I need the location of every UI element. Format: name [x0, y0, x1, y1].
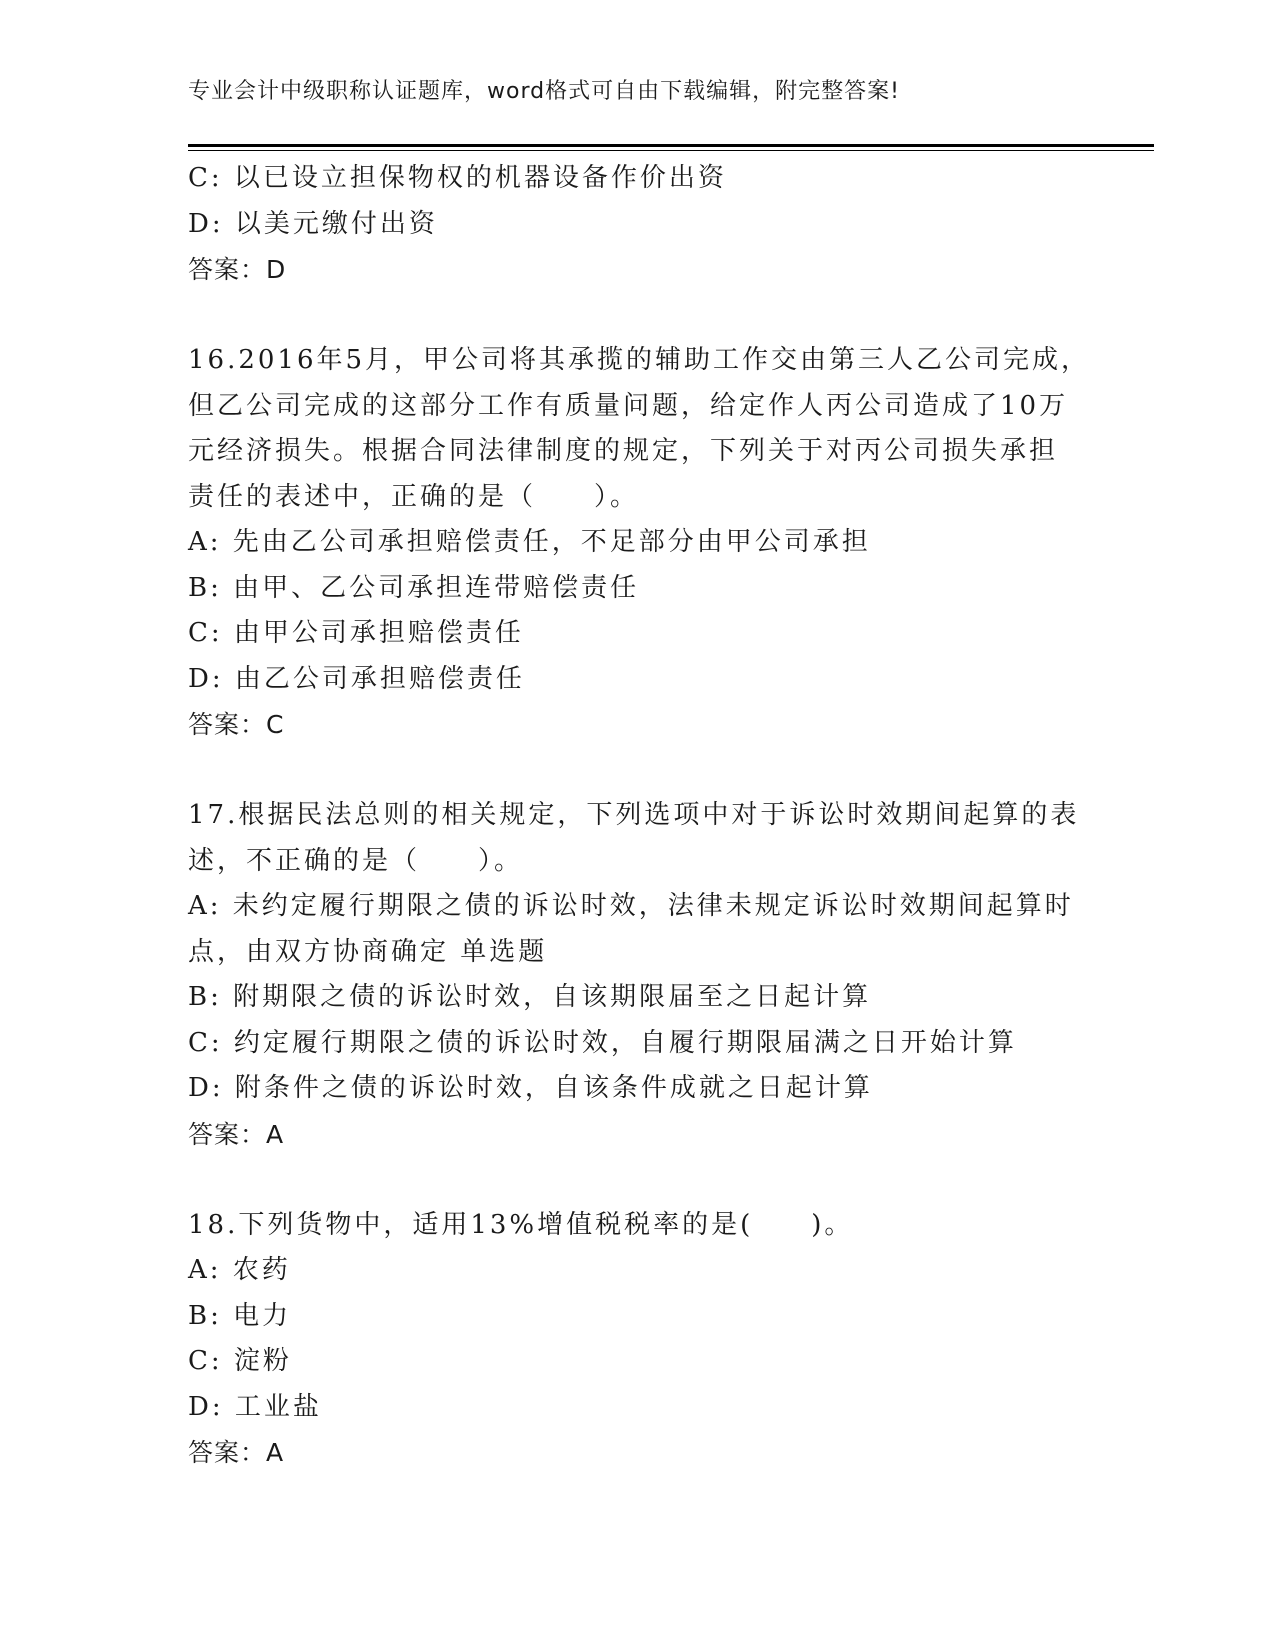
option-line: 点，由双方协商确定 单选题 [188, 936, 548, 967]
header-rule-thin [188, 150, 1154, 151]
option-line: A: 农药 [188, 1255, 291, 1285]
option-line: A: 先由乙公司承担赔偿责任，不足部分由甲公司承担 [188, 527, 871, 557]
answer-line: 答案：D [188, 255, 287, 284]
option-line: C: 淀粉 [188, 1346, 292, 1376]
question-stem-line: 18.下列货物中，适用13%增值税税率的是( )。 [188, 1209, 854, 1240]
option-line: D: 由乙公司承担赔偿责任 [188, 663, 525, 694]
question-16 [188, 338, 1091, 748]
option-line: B: 由甲、乙公司承担连带赔偿责任 [188, 572, 640, 603]
answer-line: 答案：A [188, 1119, 285, 1149]
spacer [188, 293, 1088, 339]
answer-line: 答案：C [188, 710, 285, 739]
question-stem-line: 但乙公司完成的这部分工作有质量问题，给定作人丙公司造成了10万 [188, 390, 1069, 421]
option-line: C: 由甲公司承担赔偿责任 [188, 618, 524, 648]
header-rule-thick [188, 144, 1154, 147]
question-stem-line: 17.根据民法总则的相关规定，下列选项中对于诉讼时效期间起算的表 [188, 800, 1080, 830]
prev-question [188, 156, 1088, 293]
option-line: D: 工业盐 [188, 1391, 322, 1422]
spacer [188, 1157, 1088, 1203]
option-line: B: 电力 [188, 1300, 292, 1331]
question-stem-line: 元经济损失。根据合同法律制度的规定，下列关于对丙公司损失承担 [188, 436, 1059, 466]
question-content [188, 156, 1091, 1476]
option-line: D: 以美元缴付出资 [188, 208, 438, 239]
question-stem-line: 责任的表述中，正确的是（ ）。 [188, 481, 640, 512]
option-line: A: 未约定履行期限之债的诉讼时效，法律未规定诉讼时效期间起算时 [188, 891, 1074, 921]
question-stem-line: 16.2016年5月，甲公司将其承揽的辅助工作交由第三人乙公司完成， [188, 345, 1091, 375]
option-line: C: 以已设立担保物权的机器设备作价出资 [188, 163, 727, 193]
question-18 [188, 1203, 1088, 1476]
answer-line: 答案：A [188, 1438, 285, 1467]
option-line: C: 约定履行期限之债的诉讼时效，自履行期限届满之日开始计算 [188, 1027, 1017, 1058]
option-line: B: 附期限之债的诉讼时效，自该期限届至之日起计算 [188, 982, 872, 1012]
question-stem-line: 述，不正确的是（ ）。 [188, 845, 524, 876]
spacer [188, 748, 1088, 794]
question-17 [188, 793, 1088, 1157]
page-header: 专业会计中级职称认证题库，word格式可自由下载编辑，附完整答案! [188, 79, 900, 104]
option-line: D: 附条件之债的诉讼时效，自该条件成就之日起计算 [188, 1073, 873, 1103]
